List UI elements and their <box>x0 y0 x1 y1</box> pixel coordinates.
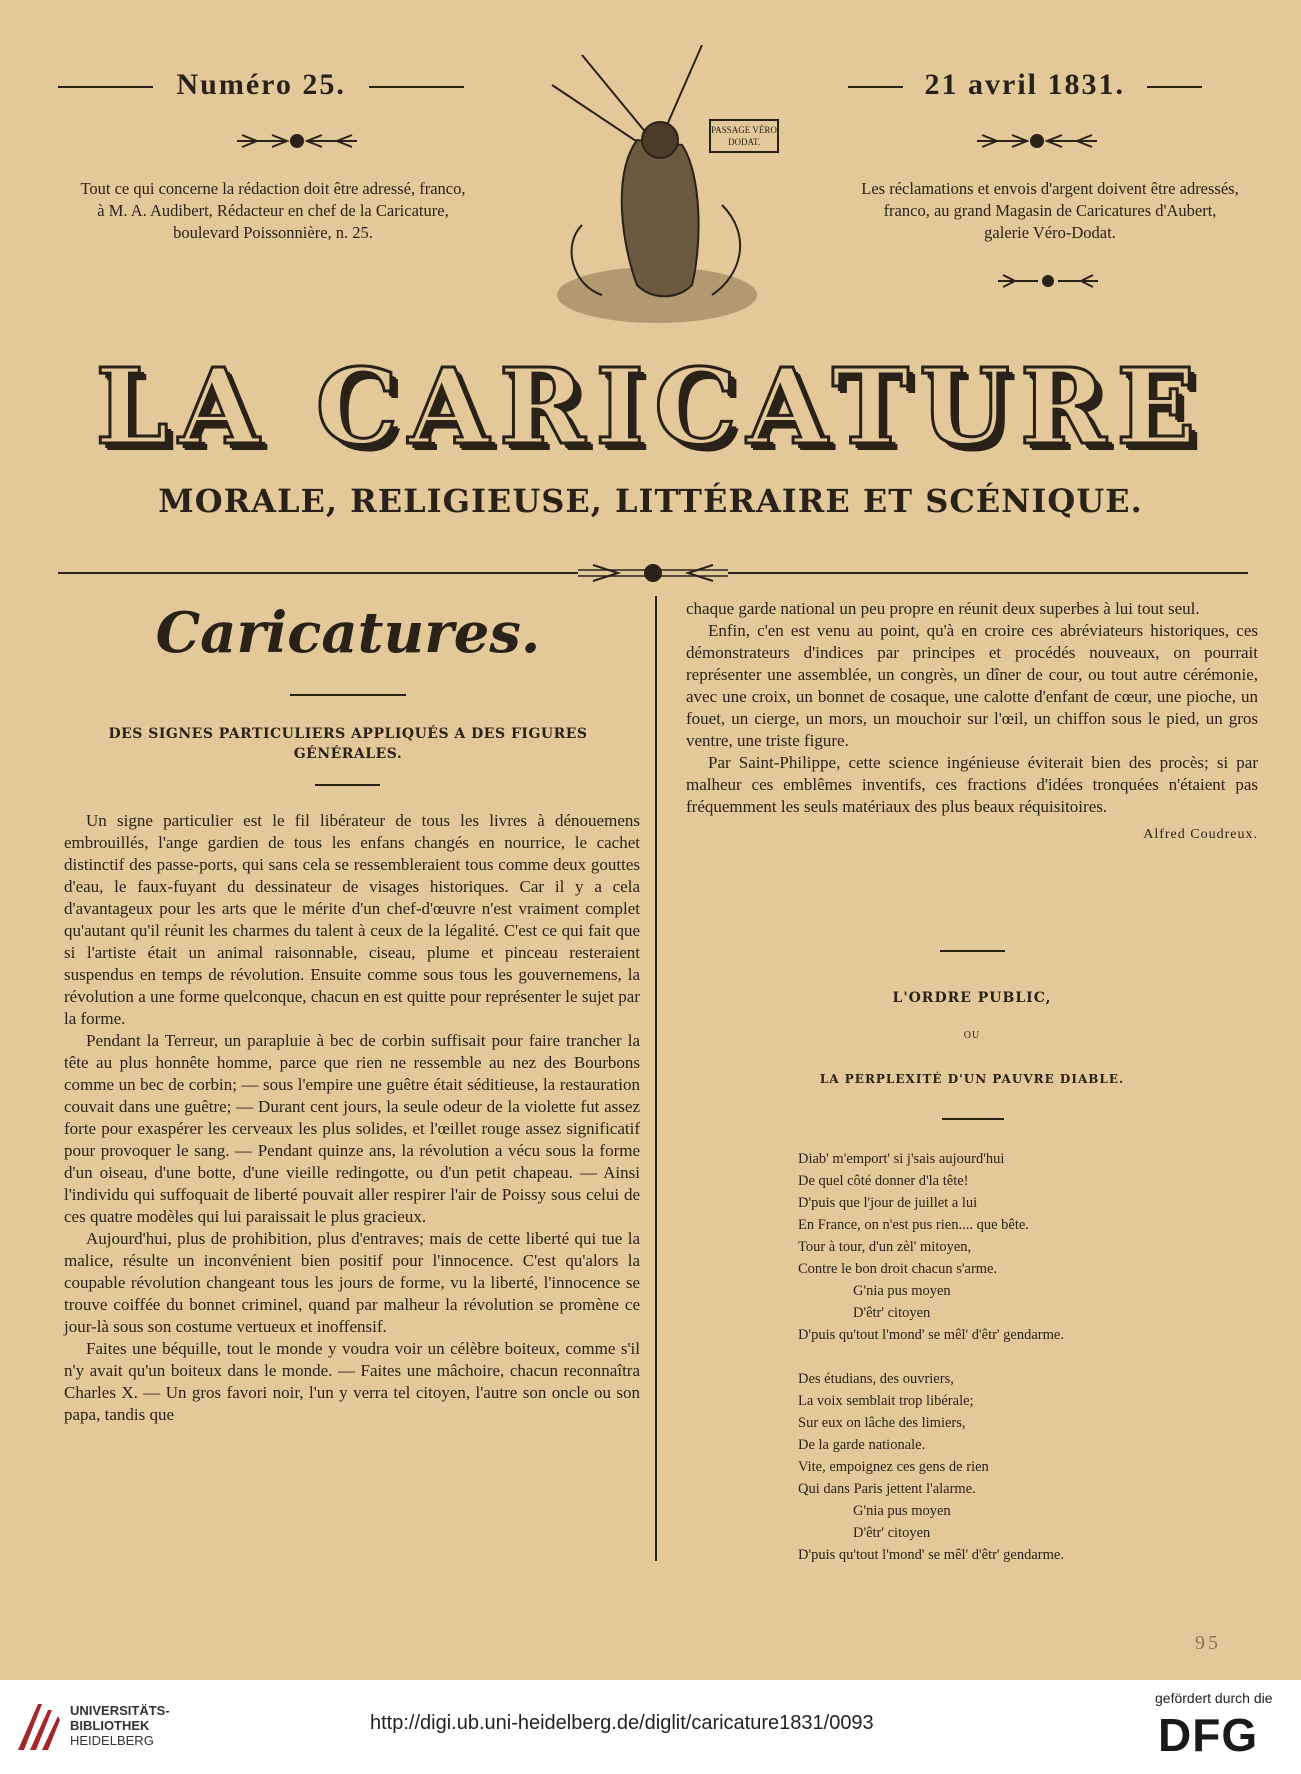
article-rule <box>315 784 380 786</box>
article-body-right <box>686 598 1258 846</box>
poem-refrain-line: D'êtr' citoyen <box>853 1525 931 1541</box>
vignette-sign-line-2: DODAT. <box>727 137 761 147</box>
poem-line: La voix semblait trop libérale; <box>798 1393 974 1409</box>
article-title: DES SIGNES PARTICULIERS APPLIQUÉS A DES FIGURES GÉNÉRALES. <box>108 726 588 762</box>
funding-label: gefördert durch die <box>1155 1690 1273 1706</box>
poem-line: De quel côté donner d'la tête! <box>798 1173 969 1189</box>
article-paragraph: Par Saint-Philippe, cette science ingénieuse éviterait bien des procès; si par malheur ces emblêmes inventifs, ces fractions d'idées tronquées n'étaient pas fréquemment les seuls matériaux des plus beaux réquisitoires. <box>686 753 1258 816</box>
masthead-subtitle: MORALE, RELIGIEUSE, LITTÉRAIRE ET SCÉNIQUE. <box>158 482 1143 520</box>
poem-text <box>798 1148 1238 1566</box>
masthead-rule <box>58 560 1248 586</box>
section-rule <box>290 694 406 696</box>
article-paragraph: Faites une béquille, tout le monde y voudra voir un célèbre boiteux, comme s'il n'y avait qu'un boiteux dans le monde. — Faites une mâchoire, chacun reconnaîtra Charles X. — Un gros favori noir, l'un y verra tel citoyen, l'autre son oncle ou son papa, tandis que <box>64 1339 640 1424</box>
engraving-vignette <box>542 45 782 335</box>
poem-line: Tour à tour, d'un zèl' mitoyen, <box>798 1239 972 1255</box>
right-small-ornament-icon <box>993 270 1103 292</box>
article-paragraph: Enfin, c'en est venu au point, qu'à en croire ces abréviateurs historiques, ces démonstrateurs d'indices par principes et procédés nouveaux, on pourrait représenter une assemblée, un congrès, un dîner de cour, ou tout autre cérémonie, avec une croix, un bonnet de cosaque, une calotte d'enfant de cœur, une pioche, un fouet, un cierge, un mors, un mouchoir sur l'œil, un chiffon sous le pied, un gros ventre, une triste figure. <box>686 621 1258 750</box>
left-ornament-icon <box>232 130 362 152</box>
poem-line: Sur eux on lâche des limiers, <box>798 1415 966 1431</box>
shop-address: Les réclamations et envois d'argent doivent être adressés, franco, au grand Magasin de Caricatures d'Aubert, galerie Véro-Dodat. <box>861 179 1239 242</box>
dfg-logo[interactable]: DFG <box>1158 1709 1259 1761</box>
source-url-link[interactable]: http://digi.ub.uni-heidelberg.de/diglit/caricature1831/0093 <box>370 1712 874 1734</box>
digitization-footer <box>0 1680 1301 1774</box>
issue-date: 21 avril 1831. <box>924 68 1125 101</box>
poem-line: Des étudians, des ouvriers, <box>798 1371 954 1387</box>
article-paragraph: Aujourd'hui, plus de prohibition, plus d'entraves; mais de cette liberté qui tue la malice, résulte un inconvénient bien positif pour l'innocence. C'est qu'alors la coupable révolution changeant tous les jours de forme, vu la liberté, l'innocence se trouve coiffée du bonnet criminel, quand par malheur la révolution se promène ce jour-là sous son costume vertueux et inoffensif. <box>64 1229 640 1336</box>
page-number: 95 <box>1195 1632 1221 1654</box>
library-name: UNIVERSITÄTS- BIBLIOTHEK HEIDELBERG <box>70 1703 170 1748</box>
poem-or: OU <box>963 1030 981 1041</box>
vignette-sign-line-1: PASSAGE VÉRO <box>711 125 777 135</box>
poem-top-rule <box>940 950 1005 952</box>
poem-line: Qui dans Paris jettent l'alarme. <box>798 1481 976 1497</box>
article-paragraph: Un signe particulier est le fil libérateur de tous les livres à dénouemens embrouillés, l'ange gardien de tous les enfans changés en nourrice, le cachet distinctif des passe-ports, qui sans cela se ressembleraient tous comme deux gouttes d'eau, le faux-fuyant du dessinateur de visages historiques. Car il y a cela d'avantageux pour les arts que le mérite d'un chef-d'œuvre n'est vraiment complet qu'autant qu'il réunit les charmes du talent à ceux de la légalité. C'est ce qui fait que si l'artiste était un animal raisonnable, ciseau, plume et pinceau resteraient suspendus en temps de révolution. Ensuite comme sous tous les gouvernemens, la révolution a une forme quelconque, chacun en est quitte pour représenter le sujet par la forme. <box>64 811 640 1028</box>
article-continuation: chaque garde national un peu propre en réunit deux superbes à lui tout seul. <box>686 599 1200 618</box>
issue-date-line <box>848 68 1202 102</box>
right-ornament-icon <box>972 130 1102 152</box>
poem-title: L'ORDRE PUBLIC, <box>892 990 1052 1006</box>
poem-line: De la garde nationale. <box>798 1437 926 1453</box>
issue-number-line <box>58 68 464 102</box>
poem-subtitle: LA PERPLEXITÉ D'UN PAUVRE DIABLE. <box>819 1072 1125 1086</box>
library-logo-icon[interactable] <box>14 1696 62 1754</box>
poem-line: En France, on n'est pus rien.... que bête. <box>798 1217 1029 1233</box>
poem-line: D'puis qu'tout l'mond' se mêl' d'êtr' gendarme. <box>798 1547 1064 1563</box>
poem-refrain-line: G'nia pus moyen <box>853 1503 951 1519</box>
poem-line: Diab' m'emport' si j'sais aujourd'hui <box>798 1151 1005 1167</box>
editorial-address: Tout ce qui concerne la rédaction doit être adressé, franco, à M. A. Audibert, Rédacteur en chef de la Caricature, boulevard Poissonnière, n. 25. <box>80 179 466 242</box>
column-divider <box>655 596 657 1561</box>
article-paragraph: Pendant la Terreur, un parapluie à bec de corbin suffisait pour faire trancher la tête au plus honnête homme, parce que rien ne ressemble au nez des Bourbons comme un bec de corbin; — sous l'empire une guêtre était séditieuse, la restauration couvait dans une guêtre; — Durant cent jours, la seule odeur de la violette fut assez forte pour exaspérer les cerveaux les plus solides, et l'œillet rouge assez significatif pour provoquer le sang. — Pendant quinze ans, la révolution a vécu sous la forme d'un oiseau, d'une botte, d'une vieille redingotte, ou d'un petit chapeau. — Ainsi l'individu qui suffoquait de liberté pouvait aller respirer l'air de Poissy sous celui de ces quatre modèles qui lui paraissait le plus gracieux. <box>64 1031 640 1226</box>
poem-line: D'puis que l'jour de juillet a lui <box>798 1195 978 1211</box>
poem-refrain-line: G'nia pus moyen <box>853 1283 951 1299</box>
section-title: Caricatures. <box>155 600 541 666</box>
poem-line: Contre le bon droit chacun s'arme. <box>798 1261 998 1277</box>
article-signature: Alfred Coudreux. <box>1143 827 1258 842</box>
poem-line: D'puis qu'tout l'mond' se mêl' d'êtr' gendarme. <box>798 1327 1064 1343</box>
poem-line: Vite, empoignez ces gens de rien <box>798 1459 989 1475</box>
poem-rule <box>942 1118 1004 1120</box>
poem-refrain-line: D'êtr' citoyen <box>853 1305 931 1321</box>
article-body-left <box>64 810 640 1426</box>
issue-number: Numéro 25. <box>176 68 346 101</box>
masthead-title: LA CARICATURE <box>95 345 1206 468</box>
